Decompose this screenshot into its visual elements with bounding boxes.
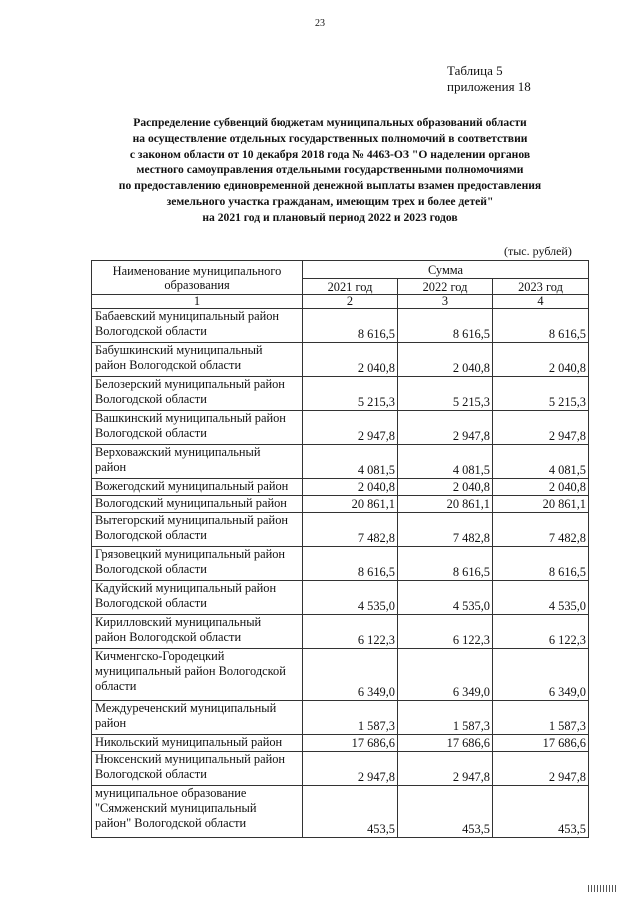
amount-2023: 5 215,3 (493, 377, 589, 411)
amount-2022: 1 587,3 (398, 701, 493, 735)
table-row (92, 343, 589, 377)
amount-2023: 6 349,0 (493, 649, 589, 701)
municipality-name (92, 496, 303, 513)
amount-2022: 20 861,1 (398, 496, 493, 513)
title-line: с законом области от 10 декабря 2018 года № 4463-ОЗ "О наделении органов (129, 147, 531, 161)
municipality-name-line: Вытегорский муниципальный район (95, 513, 289, 527)
title-line: по предоставлению единовременной денежной выплаты взамен предоставления (118, 179, 542, 193)
amount-2021: 4 535,0 (303, 581, 398, 615)
table-row (92, 479, 589, 496)
municipality-name (92, 581, 303, 615)
municipality-name-line: Никольский муниципальный район (95, 735, 283, 749)
municipality-name (92, 479, 303, 496)
municipality-name-line: район Вологодской области (95, 630, 242, 644)
amount-2023: 2 947,8 (493, 411, 589, 445)
column-index: 2 (303, 295, 398, 309)
amount-2021: 5 215,3 (303, 377, 398, 411)
municipality-name-line: Кичменгско-Городецкий (95, 649, 225, 663)
amount-2022: 453,5 (398, 786, 493, 838)
amount-2022: 7 482,8 (398, 513, 493, 547)
municipality-name-line: Нюксенский муниципальный район (95, 752, 286, 766)
column-index: 3 (398, 295, 493, 309)
municipality-name (92, 752, 303, 786)
municipality-name-line: район" Вологодской области (95, 816, 247, 830)
municipality-name-line: Вологодской области (95, 596, 207, 610)
amount-2021: 1 587,3 (303, 701, 398, 735)
amount-2021: 4 081,5 (303, 445, 398, 479)
title-line: на 2021 год и плановый период 2022 и 2023 годов (202, 210, 458, 224)
municipality-name-line: "Сямженский муниципальный (95, 801, 257, 815)
table-row (92, 786, 589, 838)
amount-2021: 453,5 (303, 786, 398, 838)
amount-2022: 8 616,5 (398, 547, 493, 581)
title-line: местного самоуправления отдельными государственными полномочиями (136, 163, 524, 177)
amount-2021: 6 349,0 (303, 649, 398, 701)
amount-2023: 453,5 (493, 786, 589, 838)
municipality-name-line: Вологодской области (95, 767, 207, 781)
annex-reference (447, 63, 531, 95)
amount-2021: 8 616,5 (303, 309, 398, 343)
table-row (92, 701, 589, 735)
municipality-name-line: Кирилловский муниципальный (95, 615, 262, 629)
column-index: 1 (92, 295, 303, 309)
title-line: Распределение субвенций бюджетам муниципальных образований области (133, 116, 527, 129)
header-year-2022: 2022 год (398, 279, 493, 295)
scan-barcode-mark (588, 885, 616, 892)
amount-2021: 8 616,5 (303, 547, 398, 581)
municipality-name (92, 309, 303, 343)
municipality-name-line: Вологодской области (95, 562, 207, 576)
municipality-name-line: Бабушкинский муниципальный (95, 343, 263, 357)
table-body (92, 309, 589, 838)
amount-2022: 5 215,3 (398, 377, 493, 411)
table-row (92, 547, 589, 581)
municipality-name (92, 615, 303, 649)
amount-2023: 2 040,8 (493, 479, 589, 496)
amount-2022: 4 535,0 (398, 581, 493, 615)
amount-2022: 2 040,8 (398, 479, 493, 496)
title-line: на осуществление отдельных государственных полномочий в соответствии (132, 131, 528, 145)
subvention-table (91, 260, 589, 838)
amount-2023: 7 482,8 (493, 513, 589, 547)
amount-2021: 6 122,3 (303, 615, 398, 649)
amount-2022: 2 040,8 (398, 343, 493, 377)
column-index: 4 (493, 295, 589, 309)
table-row (92, 377, 589, 411)
municipality-name-line: муниципальный район Вологодской (95, 664, 286, 678)
table-row (92, 735, 589, 752)
table-row (92, 581, 589, 615)
table-row (92, 649, 589, 701)
municipality-name-line: Грязовецкий муниципальный район (95, 547, 286, 561)
amount-2023: 20 861,1 (493, 496, 589, 513)
amount-2021: 2 040,8 (303, 343, 398, 377)
municipality-name-line: Вологодской области (95, 324, 207, 338)
amount-2021: 7 482,8 (303, 513, 398, 547)
municipality-name-line: муниципальное образование (95, 786, 247, 800)
amount-2022: 6 122,3 (398, 615, 493, 649)
municipality-name (92, 649, 303, 701)
municipality-name-line: район Вологодской области (95, 358, 242, 372)
municipality-name-line: Бабаевский муниципальный район (95, 309, 280, 323)
units-label: (тыс. рублей) (504, 244, 572, 258)
amount-2022: 2 947,8 (398, 411, 493, 445)
header-row (92, 261, 589, 279)
amount-2022: 2 947,8 (398, 752, 493, 786)
document-title (80, 115, 580, 226)
municipality-name-line: Вологодский муниципальный район (95, 496, 287, 510)
table-row (92, 752, 589, 786)
municipality-name-line: Верховажский муниципальный (95, 445, 261, 459)
municipality-name (92, 786, 303, 838)
amount-2021: 20 861,1 (303, 496, 398, 513)
table-row (92, 496, 589, 513)
municipality-name (92, 513, 303, 547)
municipality-name-line: области (95, 679, 137, 693)
amount-2023: 8 616,5 (493, 547, 589, 581)
municipality-name (92, 411, 303, 445)
annex-table-label: Таблица 5 (447, 63, 503, 78)
municipality-name (92, 445, 303, 479)
amount-2022: 17 686,6 (398, 735, 493, 752)
municipality-name-line: Вашкинский муниципальный район (95, 411, 286, 425)
page-number: 23 (315, 18, 325, 29)
municipality-name-line: Вологодской области (95, 392, 207, 406)
municipality-name-line: Вологодской области (95, 426, 207, 440)
municipality-name (92, 343, 303, 377)
amount-2022: 6 349,0 (398, 649, 493, 701)
amount-2023: 8 616,5 (493, 309, 589, 343)
amount-2023: 4 535,0 (493, 581, 589, 615)
header-year-2021: 2021 год (303, 279, 398, 295)
amount-2021: 2 040,8 (303, 479, 398, 496)
table-row (92, 411, 589, 445)
amount-2021: 2 947,8 (303, 411, 398, 445)
header-name-line: образования (164, 277, 230, 292)
amount-2023: 6 122,3 (493, 615, 589, 649)
table-row (92, 309, 589, 343)
amount-2021: 17 686,6 (303, 735, 398, 752)
municipality-name (92, 735, 303, 752)
header-name-line: Наименование муниципального (112, 263, 282, 278)
title-line: земельного участка гражданам, имеющим трех и более детей" (166, 194, 494, 208)
amount-2022: 4 081,5 (398, 445, 493, 479)
municipality-name-line: Вожегодский муниципальный район (95, 479, 289, 493)
amount-2023: 2 040,8 (493, 343, 589, 377)
municipality-name (92, 547, 303, 581)
header-sum: Сумма (303, 261, 589, 279)
municipality-name-line: Кадуйский муниципальный район (95, 581, 277, 595)
table-row (92, 615, 589, 649)
amount-2023: 17 686,6 (493, 735, 589, 752)
header-year-2023: 2023 год (493, 279, 589, 295)
municipality-name (92, 701, 303, 735)
amount-2023: 2 947,8 (493, 752, 589, 786)
municipality-name (92, 377, 303, 411)
amount-2023: 1 587,3 (493, 701, 589, 735)
municipality-name-line: район (95, 460, 127, 474)
table-row (92, 513, 589, 547)
municipality-name-line: Вологодской области (95, 528, 207, 542)
amount-2022: 8 616,5 (398, 309, 493, 343)
annex-appendix-label: приложения 18 (447, 79, 531, 94)
amount-2023: 4 081,5 (493, 445, 589, 479)
amount-2021: 2 947,8 (303, 752, 398, 786)
municipality-name-line: район (95, 716, 127, 730)
table-row (92, 445, 589, 479)
municipality-name-line: Междуреченский муниципальный (95, 701, 277, 715)
column-index-row (92, 295, 589, 309)
header-name (92, 261, 303, 295)
municipality-name-line: Белозерский муниципальный район (95, 377, 285, 391)
